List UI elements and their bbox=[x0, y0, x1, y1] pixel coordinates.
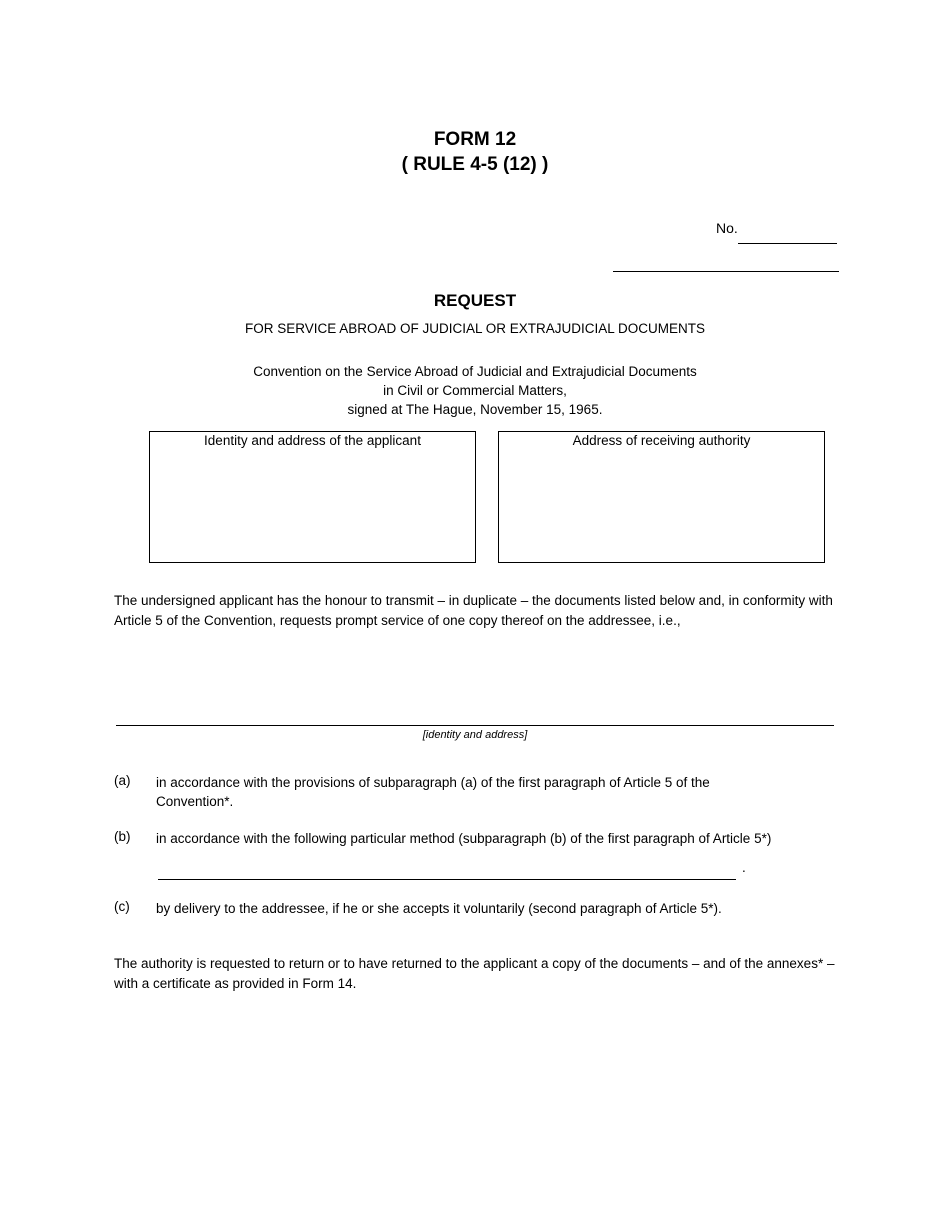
identity-address-caption: [identity and address] bbox=[422, 729, 528, 741]
convention-line-1: Convention on the Service Abroad of Judicial and Extrajudicial Documents bbox=[253, 364, 697, 379]
number-label: No. bbox=[716, 220, 738, 236]
identity-address-field[interactable] bbox=[116, 725, 834, 726]
form-rule: ( RULE 4-5 (12) ) bbox=[401, 154, 549, 175]
request-title: REQUEST bbox=[433, 291, 517, 310]
item-c-label: (c) bbox=[114, 899, 130, 914]
form-number: FORM 12 bbox=[433, 129, 517, 150]
item-a-label: (a) bbox=[114, 773, 131, 788]
applicant-box[interactable] bbox=[149, 431, 476, 563]
method-field-end-mark: . bbox=[742, 860, 746, 875]
receiving-authority-box[interactable] bbox=[498, 431, 825, 563]
form-title bbox=[0, 127, 950, 177]
receiving-authority-box-label: Address of receiving authority bbox=[572, 433, 751, 448]
convention-title bbox=[0, 362, 950, 419]
item-a-text: in accordance with the provisions of subparagraph (a) of the first paragraph of Article 5 of the Convention*. bbox=[156, 775, 710, 809]
item-b-label: (b) bbox=[114, 829, 131, 844]
request-subtitle: FOR SERVICE ABROAD OF JUDICIAL OR EXTRAJUDICIAL DOCUMENTS bbox=[244, 321, 706, 336]
applicant-box-label: Identity and address of the applicant bbox=[204, 433, 421, 448]
intro-paragraph: The undersigned applicant has the honour to transmit – in duplicate – the documents listed below and, in conformity with Article 5 of the Convention, requests prompt service of one copy thereof on the addressee, i.e., bbox=[114, 593, 833, 628]
item-c-text: by delivery to the addressee, if he or she accepts it voluntarily (second paragraph of Article 5*). bbox=[156, 901, 722, 916]
reference-field[interactable] bbox=[613, 271, 839, 272]
convention-line-3: signed at The Hague, November 15, 1965. bbox=[347, 402, 603, 417]
item-b-text: in accordance with the following particular method (subparagraph (b) of the first paragraph of Article 5*) bbox=[156, 831, 772, 846]
closing-paragraph: The authority is requested to return or to have returned to the applicant a copy of the documents – and of the annexes* – with a certificate as provided in Form 14. bbox=[114, 956, 835, 991]
convention-line-2: in Civil or Commercial Matters, bbox=[383, 383, 567, 398]
method-field[interactable] bbox=[158, 879, 736, 880]
number-field[interactable] bbox=[738, 243, 837, 244]
